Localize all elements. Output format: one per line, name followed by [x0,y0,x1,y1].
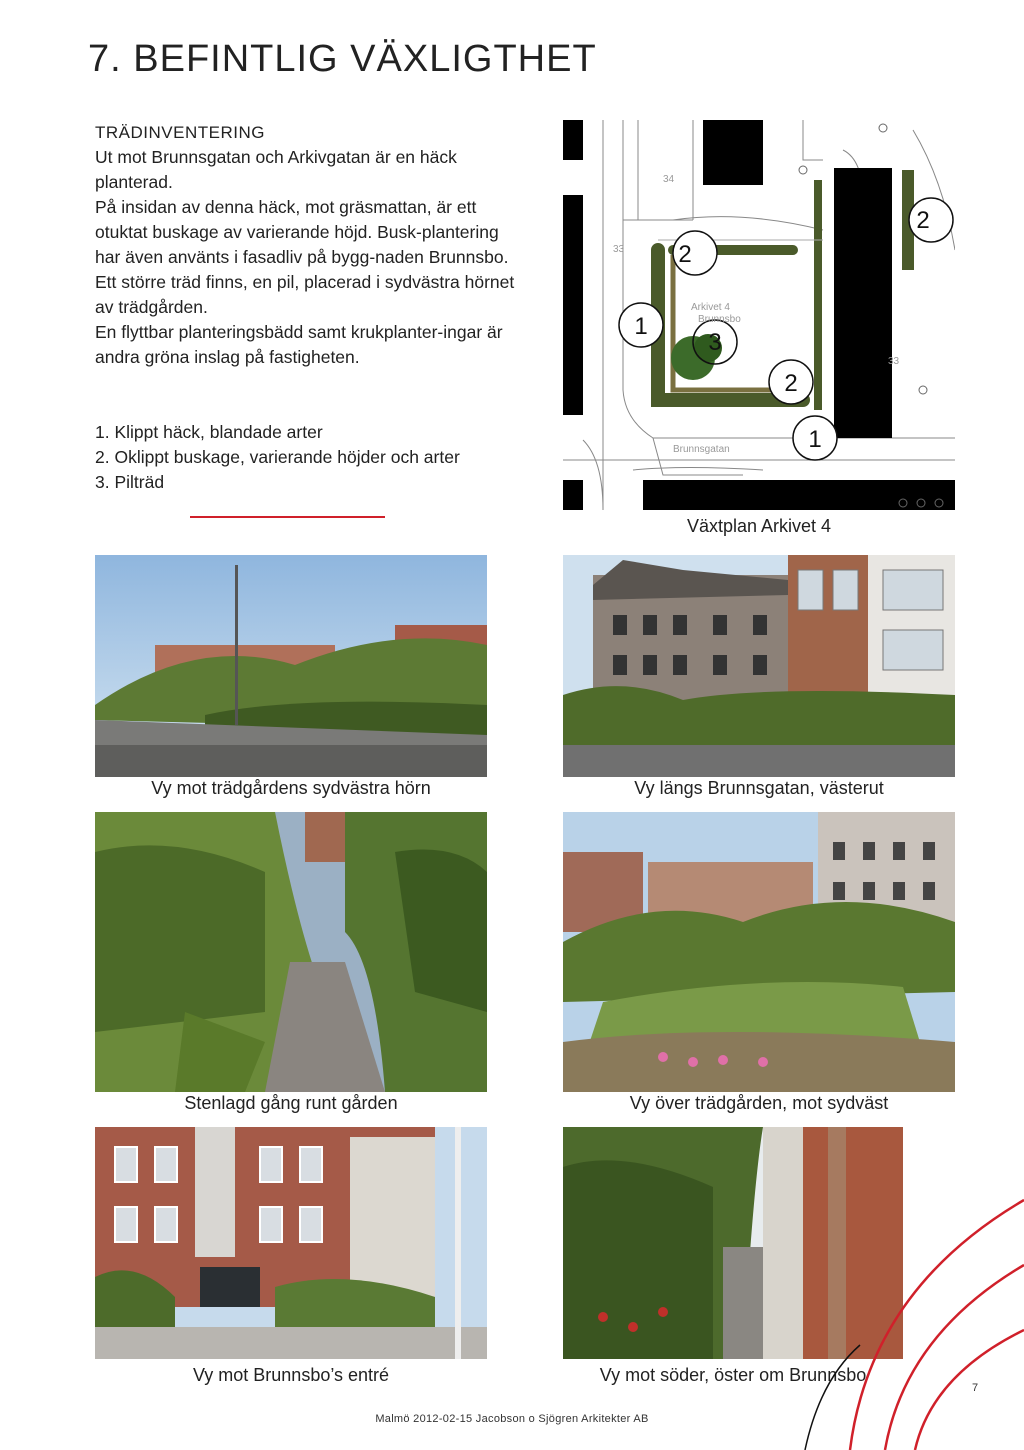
marker-2b: 2 [916,207,930,234]
intro-text [95,120,515,370]
site-plan [563,120,955,510]
legend-item-1: 1. Klippt häck, blandade arter [95,422,323,442]
legend-item-2: 2. Oklippt buskage, varierande höjder och arter [95,447,460,467]
photo-sw-corner [95,555,487,777]
lot-number-2: 33 [613,244,625,255]
photo-garden-sw [563,812,955,1092]
building-sublabel: Brunnsbo [698,314,741,325]
section-heading: TRÄDINVENTERING [95,123,265,142]
marker-1a: 1 [634,313,648,340]
marker-1b: 1 [808,426,822,453]
decorative-arcs [760,1140,1024,1450]
marker-2c: 2 [784,370,798,397]
paragraph-3: Ett större träd finns, en pil, placerad i sydvästra hörnet av trädgården. [95,272,515,317]
legend-list [95,420,515,495]
photo-brunnsgatan [563,555,955,777]
photo-caption-1: Vy mot trädgårdens sydvästra hörn [151,778,431,798]
paragraph-2: På insidan av denna häck, mot gräsmattan, är ett otuktat buskage av varierande höjd. Busk-plantering har även använts i fasadliv på bygg-naden Brunnsbo. [95,197,509,267]
building-label: Arkivet 4 [691,302,730,313]
plan-caption: Växtplan Arkivet 4 [686,516,832,536]
red-divider [190,516,385,518]
photo-caption-5: Vy mot Brunnsbo’s entré [192,1365,390,1385]
photo-stone-path [95,812,487,1092]
paragraph-4: En flyttbar planteringsbädd samt krukplanter-ingar är andra gröna inslag på fastigheten. [95,322,503,367]
photo-caption-2: Vy längs Brunnsgatan, västerut [634,778,884,798]
photo-caption-3: Stenlagd gång runt gården [184,1093,398,1113]
footer-text: Malmö 2012-02-15 Jacobson o Sjögren Arkitekter AB [375,1413,649,1425]
paragraph-1: Ut mot Brunnsgatan och Arkivgatan är en häck planterad. [95,147,457,192]
page-number: 7 [972,1382,979,1394]
marker-2a: 2 [678,241,692,268]
street-label: Brunnsgatan [673,444,730,455]
page-title: 7. BEFINTLIG VÄXLIGTHET [88,38,597,80]
photo-entrance [95,1127,487,1359]
marker-3: 3 [708,329,722,356]
lot-number-1: 34 [663,174,675,185]
legend-item-3: 3. Pilträd [95,472,165,492]
photo-caption-6: Vy mot söder, öster om Brunnsbo [599,1365,867,1385]
photo-caption-4: Vy över trädgården, mot sydväst [629,1093,889,1113]
lot-number-3: 33 [888,356,900,367]
